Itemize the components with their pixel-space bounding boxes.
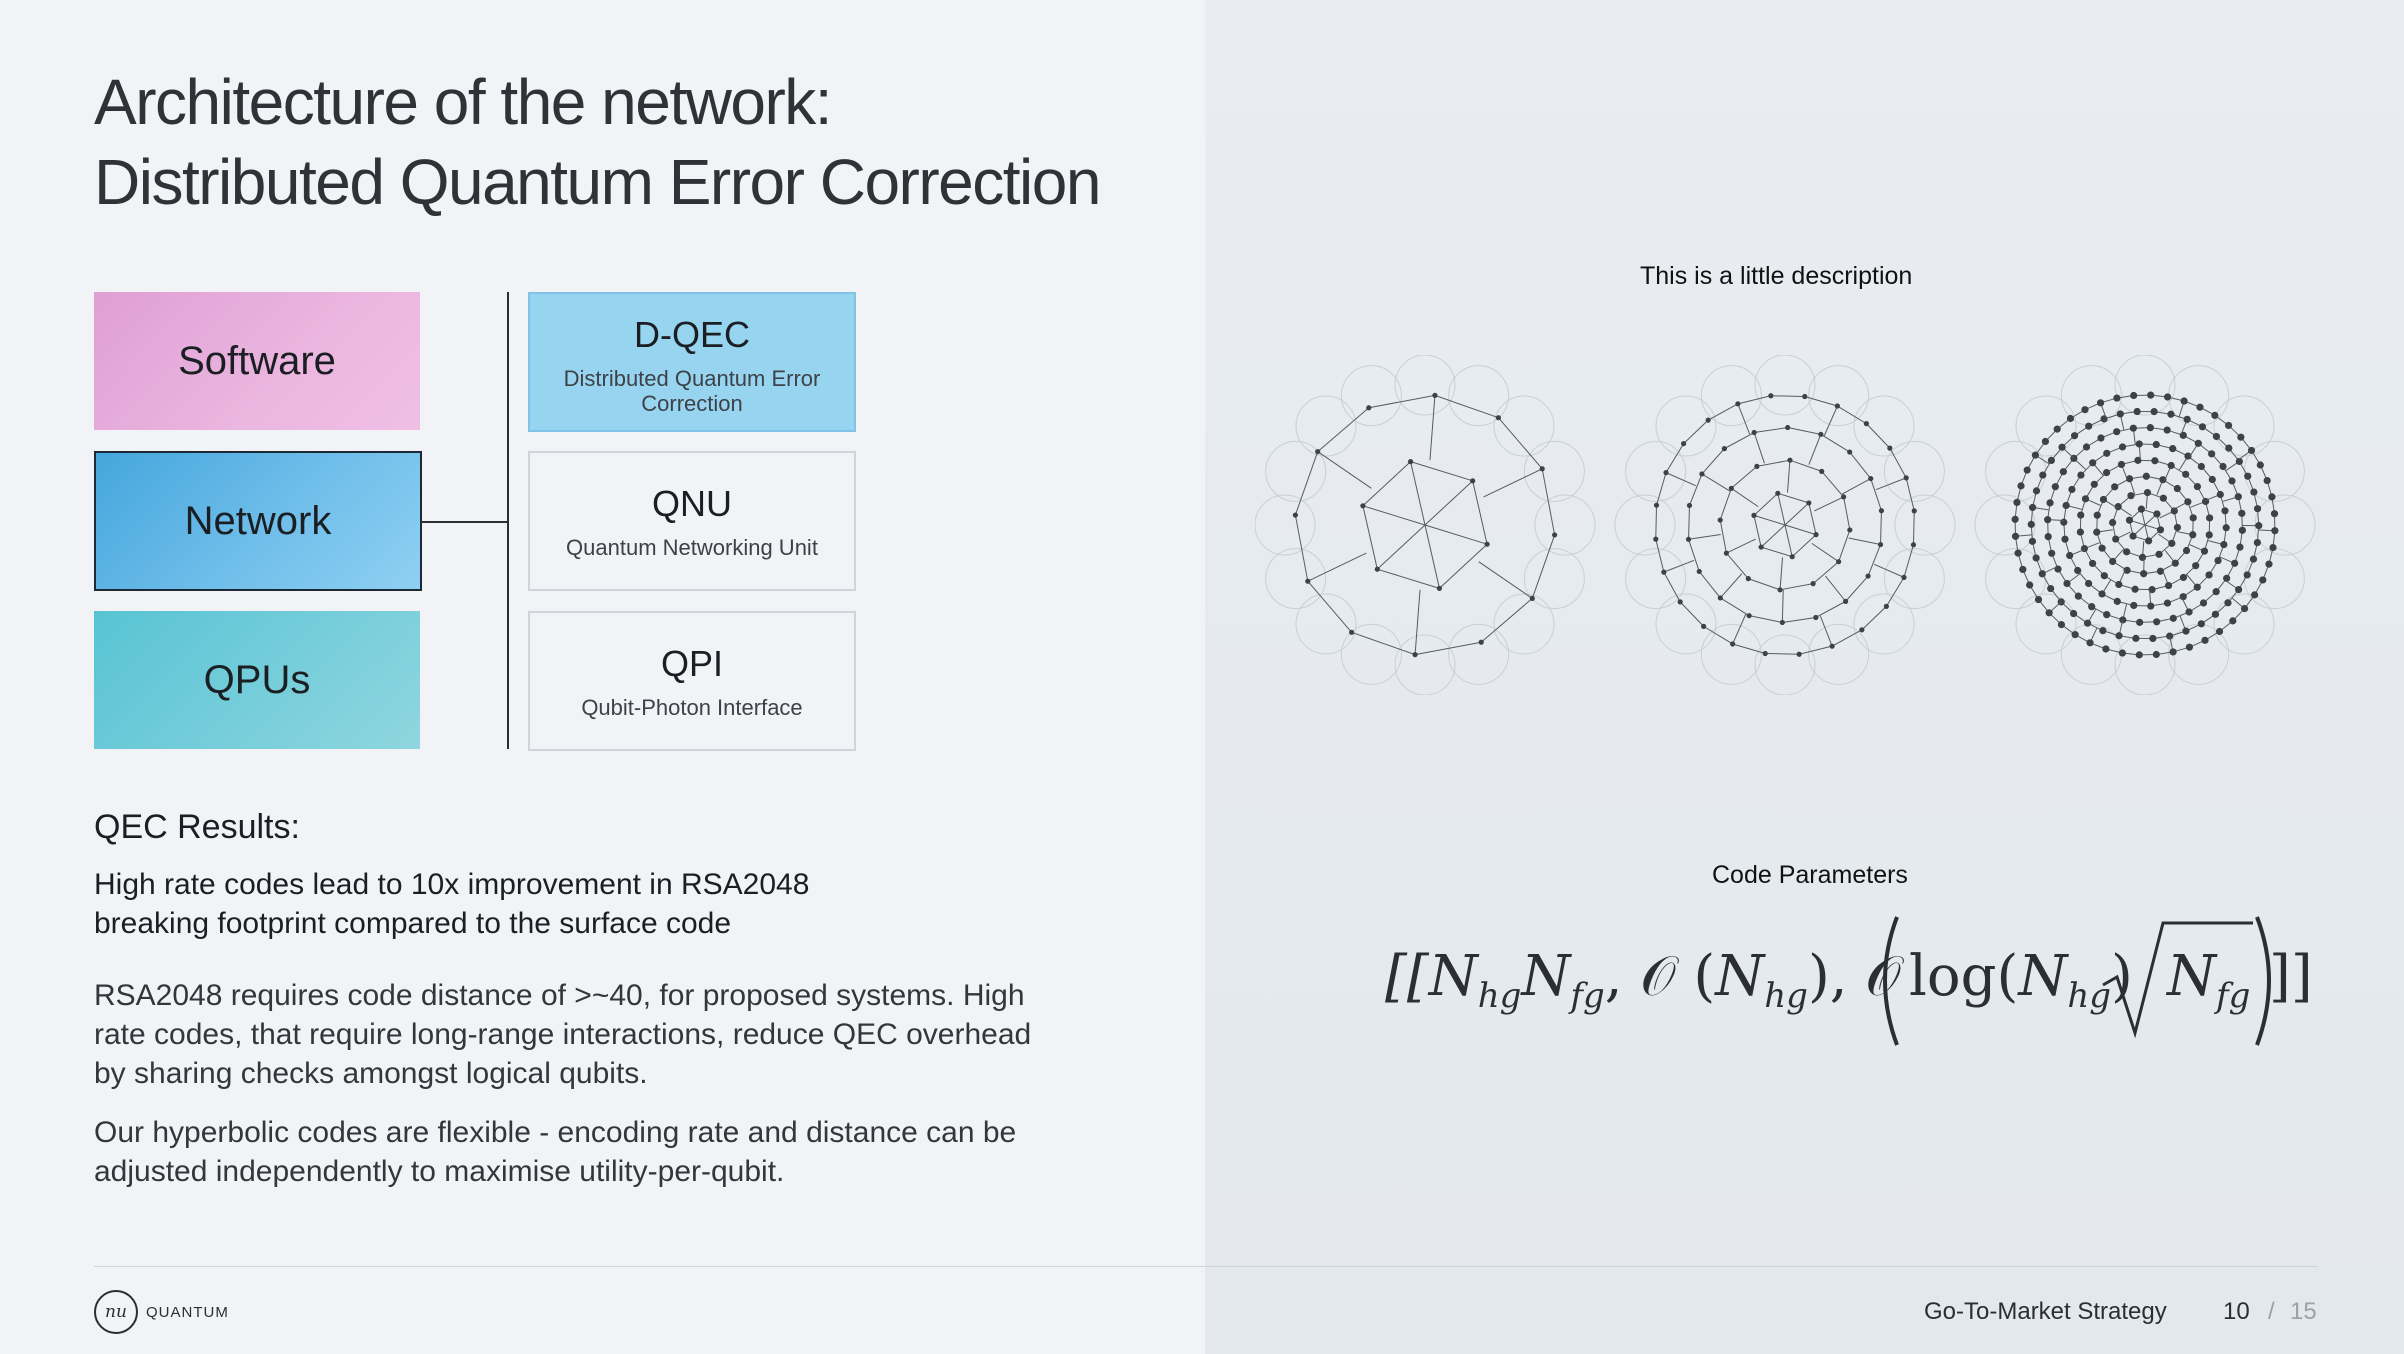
- qpus-layer: QPUs: [94, 611, 420, 749]
- connector-vertical: [507, 292, 509, 749]
- network-layer: Network: [94, 451, 422, 591]
- company-logo: [94, 1290, 229, 1334]
- slide-title: [94, 62, 1100, 222]
- component-dqec: [528, 292, 856, 432]
- code-parameters-formula: [1385, 905, 2315, 1055]
- results-heading: QEC Results:: [94, 808, 300, 846]
- component-name: QPI: [660, 643, 723, 684]
- svg-text:]]: ]]: [2269, 944, 2313, 1009]
- code-parameters-label: Code Parameters: [1712, 861, 1908, 889]
- results-paragraph-1: RSA2048 requires code distance of >~40, for proposed systems. High rate codes, that require long-range interactions, reduce QEC overhead by sharing checks amongst logical qubits.: [94, 979, 1032, 1090]
- footer-divider: [94, 1266, 2318, 1267]
- tiling-graph-2: [1615, 355, 1955, 695]
- figure-description: This is a little description: [1640, 262, 1913, 290]
- tiling-graph-3: [1975, 355, 2315, 695]
- tiling-graph-1: [1255, 355, 1595, 695]
- svg-text:Nfg: $N_{fg}$: [2167, 944, 2251, 1016]
- page-number-current: 10: [2223, 1298, 2250, 1325]
- logo-mark: nu: [94, 1290, 138, 1334]
- component-desc: Distributed Quantum Error Correction: [563, 366, 821, 416]
- title-line-1: Architecture of the network:: [94, 66, 832, 138]
- svg-text:[[NhgNfg, 𝒪 (Nhg), 𝒪: [[$N_{hg}N_{fg}$, 𝒪 $(N_{hg})$, 𝒪: [1385, 944, 1901, 1016]
- results-paragraph-2: Our hyperbolic codes are flexible - encoding rate and distance can be adjusted independently to maximise utility-per-qubit.: [94, 1116, 1017, 1188]
- logo-text: QUANTUM: [146, 1303, 229, 1321]
- title-line-2: Distributed Quantum Error Correction: [94, 146, 1100, 218]
- software-layer: Software: [94, 292, 420, 430]
- connector-horizontal: [420, 521, 509, 523]
- footer-section-name: Go-To-Market Strategy: [1924, 1298, 2167, 1325]
- component-desc: Quantum Networking Unit: [566, 535, 818, 560]
- hyperbolic-code-graphs: [1255, 355, 2325, 695]
- results-highlight: High rate codes lead to 10x improvement in RSA2048 breaking footprint compared to the surface code: [94, 868, 810, 940]
- page-number-total: 15: [2290, 1298, 2317, 1325]
- component-qnu: [528, 451, 856, 591]
- component-name: D-QEC: [634, 314, 750, 355]
- component-desc: Qubit-Photon Interface: [581, 695, 803, 720]
- page-number-separator: /: [2268, 1298, 2275, 1325]
- svg-text:log(Nhg): $\log(N_{hg})$: [1909, 944, 2133, 1016]
- component-qpi: [528, 611, 856, 751]
- component-name: QNU: [652, 483, 732, 524]
